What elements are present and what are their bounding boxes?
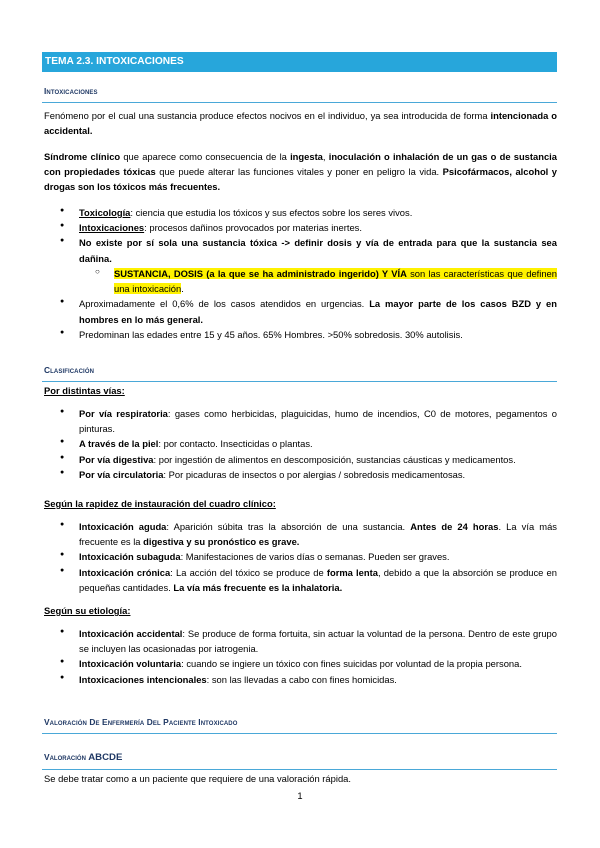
section-heading-abcde: [42, 750, 557, 770]
list-item: [44, 672, 557, 687]
vias-title: Por distintas vías:: [44, 385, 125, 396]
intro-bold: intencionada o accidental.: [44, 110, 557, 137]
aguda-term: Intoxicación aguda: [79, 521, 167, 532]
bzd-text: La mayor parte de los casos BZD y en hombres en lo más general.: [79, 298, 557, 325]
subaguda-term: Intoxicación subaguda: [79, 551, 181, 563]
abcde-paragraph: Se debe tratar como a un paciente que requiere de una valoración rápida.: [44, 773, 351, 784]
via-term: Por vía respiratoria: [79, 408, 168, 419]
cronica-text-b: forma lenta: [326, 566, 378, 578]
p2-part-6: Psicofármacos, alcohol y drogas son los tóxicos más frecuentes.: [44, 166, 557, 193]
syndrome-paragraph: [44, 149, 557, 195]
list-item: [44, 656, 557, 671]
etiologia-text: : son las llevadas a cabo con fines homicidas.: [206, 673, 397, 685]
via-term: Por vía circulatoria: [79, 468, 164, 480]
etiologia-list: [44, 626, 557, 687]
aguda-text-d: digestiva y su pronóstico es grave.: [143, 536, 300, 548]
section-heading-valoracion: Valoración De Enfermería Del Paciente Intoxicado: [42, 716, 557, 734]
intoxicaciones-text: : procesos dañinos provocados por materias inertes.: [144, 222, 362, 234]
rapidez-list: [44, 519, 557, 595]
intro-bullet-list: [44, 205, 557, 342]
list-item: [44, 327, 557, 342]
subaguda-text: : Manifestaciones de varios días o semanas. Pueden ser graves.: [180, 551, 450, 563]
p2-part-1: que aparece como consecuencia de la: [120, 151, 291, 162]
sub-list: [79, 266, 557, 296]
etiologia-term: Intoxicación voluntaria: [79, 658, 182, 670]
vias-list: [44, 406, 557, 482]
list-item: [44, 549, 557, 564]
toxicologia-term: Toxicología: [79, 207, 131, 218]
list-item: [44, 406, 557, 436]
aguda-text-a: : Aparición súbita tras la absorción de una sustancia.: [166, 521, 411, 532]
list-item: [44, 519, 557, 549]
list-item: [44, 205, 557, 220]
aguda-text-b: Antes de 24 horas: [410, 521, 499, 532]
etiologia-term: Intoxicación accidental: [79, 628, 183, 639]
abcde-heading-b: ABCDE: [88, 752, 123, 763]
via-text: : gases como herbicidas, plaguicidas, humo de incendios, C0 de motores, pegamentos o pinturas.: [79, 408, 557, 435]
sustancia-dosis-via: SUSTANCIA, DOSIS (a la que se ha administrado ingerido) Y VÍA: [114, 267, 407, 279]
section-heading-intoxicaciones: Intoxicaciones: [42, 85, 557, 103]
cronica-text-a: : La acción del tóxico se produce de: [170, 566, 327, 578]
intro-paragraph: [44, 108, 557, 138]
edades-text: Predominan las edades entre 15 y 45 años. 65% Hombres. >50% sobredosis. 30% autolisis.: [79, 328, 463, 340]
sustancia-dosis-text: son las características que definen una intoxicación: [114, 267, 557, 295]
p2-part-5: que puede alterar las funciones vitales y poner en peligro la vida.: [155, 166, 443, 178]
list-item: [44, 235, 557, 296]
p2-part-0: Síndrome clínico: [44, 151, 121, 162]
cronica-text-d: La vía más frecuente es la inhalatoria.: [173, 581, 343, 593]
etiologia-title: Según su etiología:: [44, 605, 131, 616]
p2-part-3: ,: [322, 151, 329, 162]
list-item: [44, 626, 557, 656]
sustancia-end: .: [181, 283, 184, 295]
toxicologia-text: : ciencia que estudia los tóxicos y sus efectos sobre los seres vivos.: [130, 207, 413, 218]
list-item: [79, 266, 557, 296]
etiologia-text: : Se produce de forma fortuita, sin actuar la voluntad de la persona. Dentro de este grupo se incluyen las ocasionadas por iatrogenia.: [79, 628, 557, 655]
abcde-heading-a: Valoración: [44, 752, 89, 762]
etiologia-text: : cuando se ingiere un tóxico con fines suicidas por voluntad de la propia persona.: [181, 658, 522, 670]
intoxicaciones-term: Intoxicaciones: [79, 222, 145, 234]
aguda-text-c: . La vía más frecuente es la: [79, 521, 557, 548]
list-item: [44, 467, 557, 482]
list-item: [44, 296, 557, 326]
cronica-term: Intoxicación crónica: [79, 566, 171, 578]
intro-text: Fenómeno por el cual una sustancia produce efectos nocivos en el individuo, ya sea introducida de forma: [44, 110, 491, 121]
etiologia-term: Intoxicaciones intencionales: [79, 673, 207, 685]
section-heading-clasificacion: Clasificación: [42, 364, 557, 382]
urgencias-text: Aproximadamente el 0,6% de los casos atendidos en urgencias.: [79, 298, 370, 310]
p2-part-2: ingesta: [290, 151, 323, 162]
rapidez-title: Según la rapidez de instauración del cuadro clínico:: [44, 498, 276, 509]
document-title: TEMA 2.3. INTOXICACIONES: [42, 52, 557, 72]
list-item: [44, 436, 557, 451]
dosis-via-text: No existe por sí sola una sustancia tóxica -> definir dosis y vía de entrada para que la sustancia sea dañina.: [79, 237, 557, 264]
via-term: A través de la piel: [79, 438, 159, 450]
via-text: : por ingestión de alimentos en descomposición, sustancias cáusticas y medicamentos.: [153, 453, 516, 465]
list-item: [44, 220, 557, 235]
via-term: Por vía digestiva: [79, 453, 154, 465]
cronica-text-c: , debido a que la absorción se produce en pequeñas cantidades.: [79, 566, 557, 593]
via-text: : Por picaduras de insectos o por alergias / sobredosis medicamentosas.: [163, 468, 466, 480]
list-item: [44, 452, 557, 467]
list-item: [44, 565, 557, 595]
p2-part-4: inoculación o inhalación de un gas o de sustancia con propiedades tóxicas: [44, 151, 557, 178]
page-number: 1: [297, 790, 303, 801]
via-text: : por contacto. Insecticidas o plantas.: [158, 438, 313, 450]
